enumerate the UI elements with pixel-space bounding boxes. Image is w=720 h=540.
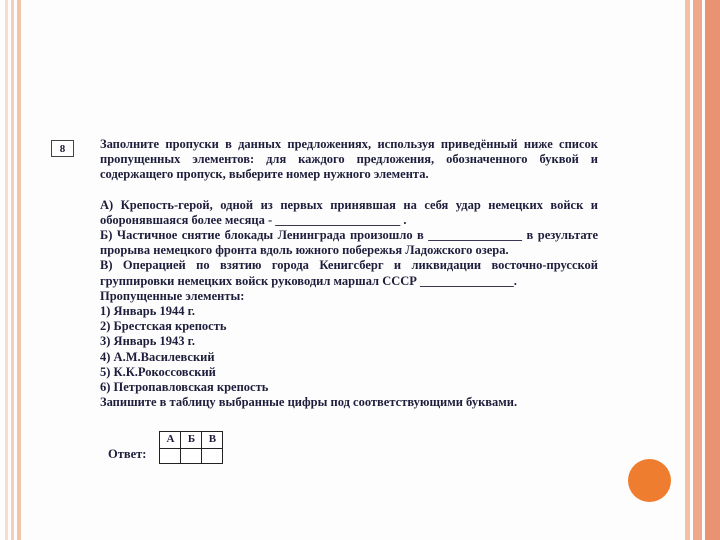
missing-element-5: 5) К.К.Рокоссовский (100, 364, 216, 379)
answer-row (100, 431, 598, 463)
answer-table-value-row (160, 448, 223, 463)
answer-header-v: В (202, 432, 223, 448)
question-number: 8 (59, 142, 66, 155)
missing-element-1: 1) Январь 1944 г. (100, 304, 195, 319)
instruction-text: Запишите в таблицу выбранные цифры под соответствующими буквами. (100, 395, 518, 410)
missing-elements-title: Пропущенные элементы: (100, 288, 245, 303)
answer-header-a: А (160, 432, 181, 448)
sentence-b: Б) Частичное снятие блокады Ленинграда произошло в _______________ в результате прорыва немецкого фронта вдоль южного побережья Ладожского озера. (100, 228, 598, 258)
question-content (100, 137, 598, 464)
question-number-box (51, 140, 74, 157)
task-text: Заполните пропуски в данных предложениях, используя приведённый ниже список пропущенных элементов: для каждого предложения, обозначенного буквой и содержащего пропуск, выберите номер нужного элемента. (100, 137, 598, 182)
answer-label: Ответ: (108, 447, 147, 462)
sentence-v: В) Операцией по взятию города Кенигсберг и ликвидации восточно-прусской группировки немецких войск руководил маршал СССР _______________. (100, 258, 598, 288)
left-stripe-1 (5, 0, 8, 540)
left-stripe-3 (17, 0, 21, 540)
sentence-a: А) Крепость-герой, одной из первых принявшая на себя удар немецких войск и оборонявшаяся более месяца - ____________________ . (100, 197, 598, 227)
right-stripe-3 (705, 0, 720, 540)
answer-cell-b (181, 448, 202, 463)
left-stripe-2 (11, 0, 14, 540)
accent-circle (628, 459, 671, 502)
missing-element-4: 4) А.М.Василевский (100, 349, 215, 364)
missing-element-3: 3) Январь 1943 г. (100, 334, 195, 349)
answer-cell-v (202, 448, 223, 463)
right-stripe-1 (685, 0, 690, 540)
missing-element-6: 6) Петропавловская крепость (100, 380, 269, 395)
right-stripe-2 (693, 0, 702, 540)
answer-cell-a (160, 448, 181, 463)
answer-header-b: Б (181, 432, 202, 448)
missing-element-2: 2) Брестская крепость (100, 319, 227, 334)
answer-table (159, 431, 223, 463)
answer-table-header-row (160, 432, 223, 448)
